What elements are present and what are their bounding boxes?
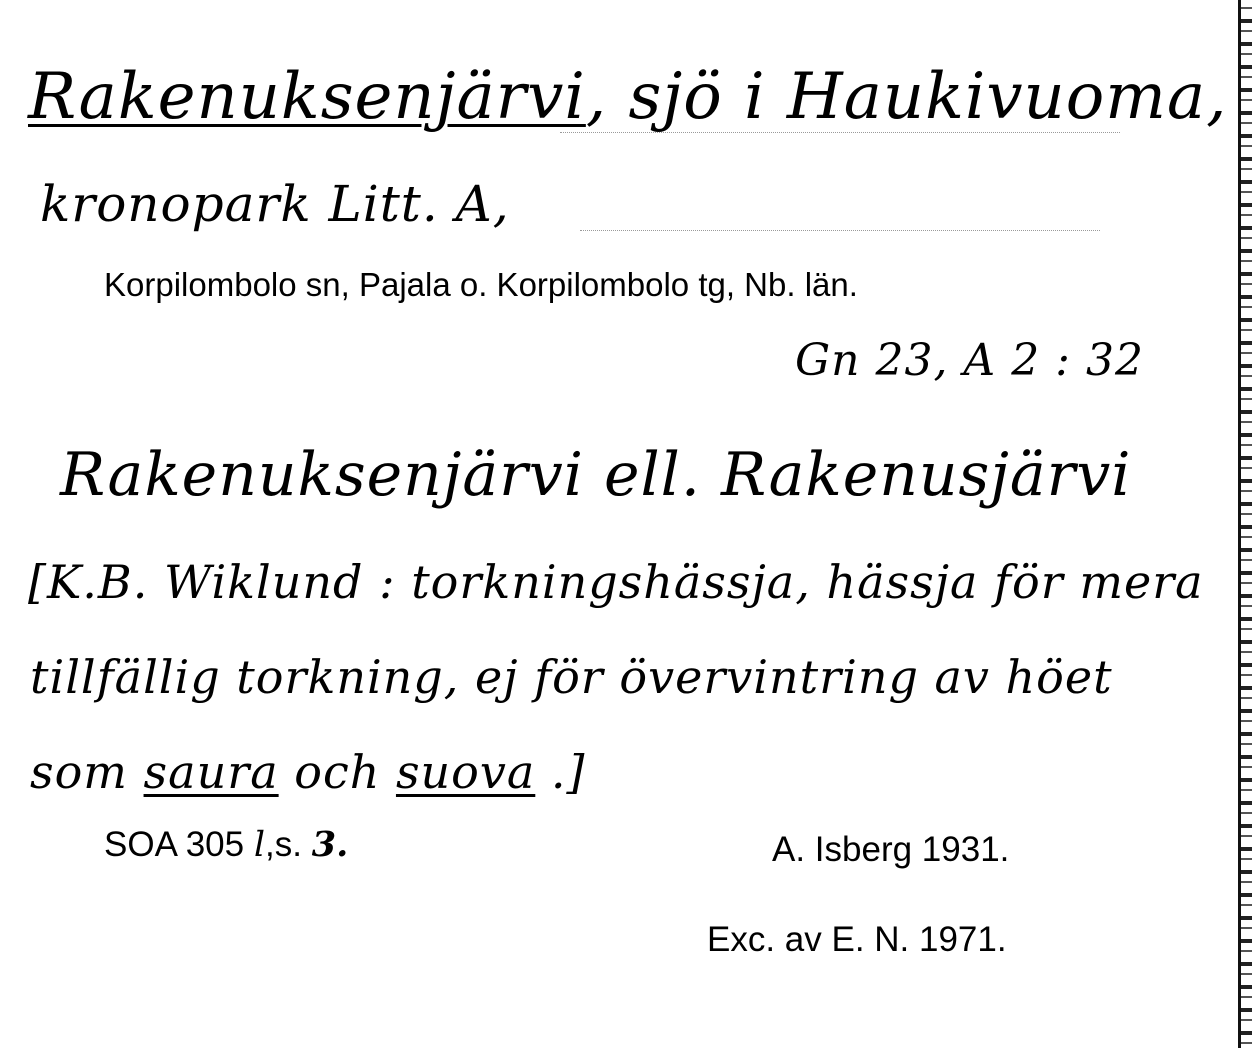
collector-credit: A. Isberg 1931. (772, 830, 1010, 869)
map-reference: Gn 23, A 2 : 32 (795, 335, 1144, 386)
etymology-note-line-1: [K.B. Wiklund : torkningshässja, hässja för mera (28, 555, 1204, 609)
name-forms: Rakenuksenjärvi ell. Rakenusjärvi (60, 440, 1132, 510)
heading-place-name: Rakenuksenjärvi (28, 60, 586, 134)
source-reference (104, 824, 348, 865)
faint-rule (580, 230, 1100, 231)
note-term-saura: saura (143, 745, 279, 799)
source-handwritten-mark: l (253, 825, 266, 865)
heading-handwritten (28, 60, 1227, 134)
parish-line: Korpilombolo sn, Pajala o. Korpilombolo tg, Nb. län. (104, 266, 858, 303)
source-mid: ,s. (265, 825, 312, 864)
note-text: .] (535, 745, 586, 799)
note-text: och (278, 745, 396, 799)
source-page-number: 3. (311, 824, 349, 865)
heading-line-2: kronopark Litt. A, (40, 175, 510, 233)
etymology-note-line-2: tillfällig torkning, ej för övervintring av höet (30, 650, 1113, 704)
etymology-note-line-3 (30, 745, 586, 799)
heading-description: , sjö i Haukivuoma, (585, 60, 1228, 134)
excerpt-credit: Exc. av E. N. 1971. (707, 920, 1007, 959)
scan-edge-strip (1241, 0, 1252, 1048)
source-prefix: SOA 305 (104, 825, 254, 864)
note-text: som (30, 745, 144, 799)
note-term-suova: suova (395, 745, 536, 799)
